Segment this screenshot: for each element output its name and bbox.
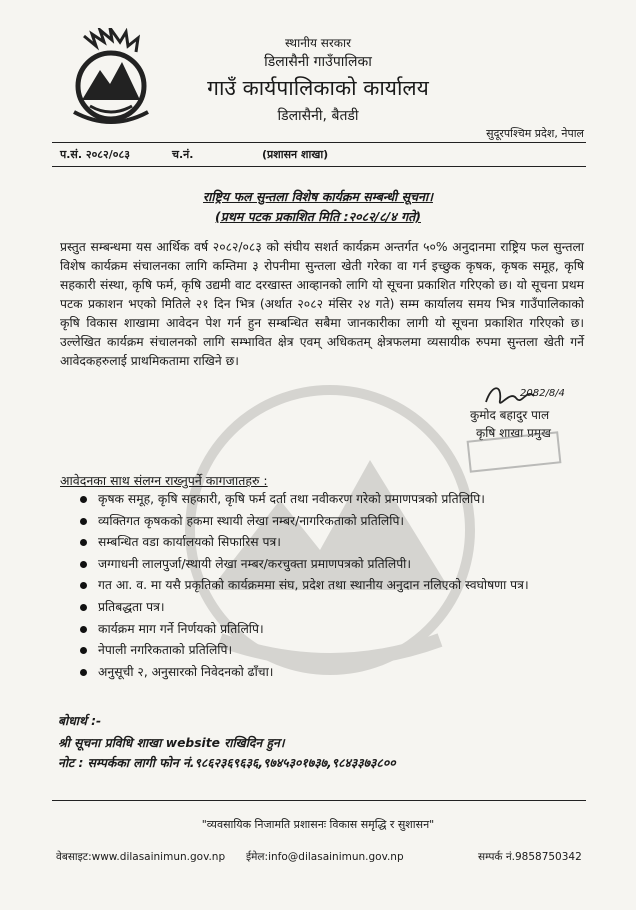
header-municipality: डिलासैनी गाउँपालिका (264, 54, 372, 70)
footer-website: वेबसाइट:www.dilasainimun.gov.np (56, 851, 226, 863)
documents-title: आवेदनका साथ संलग्न राख्नुपर्ने कागजातहरु : (60, 473, 268, 488)
bullet-icon (80, 647, 87, 654)
ref-branch: (प्रशासन शाखा) (262, 148, 329, 161)
list-item: व्यक्तिगत कृषकको हकमा स्थायी लेखा नम्बर/नागरिकताको प्रतिलिपि। (80, 512, 592, 531)
bullet-icon (80, 561, 87, 568)
notice-body: प्रस्तुत सम्बन्धमा यस आर्थिक वर्ष २०८२/०८३ को संघीय सशर्त कार्यक्रम अन्तर्गत ५०% अनुदानमा राष्ट्रिय फल सुन्तला विशेष कार्यक्रम संचालनका लागि कम्तिमा ३ रोपनीमा सुन्तला खेती गरेका वा गर्न इच्छुक कृषक, कृषक समूह, कृषि सहकारी संस्था, कृषि फर्म, कृषि उद्यमी वाट दरखास्त आव्हानको लागि यो सूचना प्रकाशित गरिएको छ। यो सूचना प्रथम पटक प्रकाशन भएको मितिले २१ दिन भित्र (अर्थात २०८२ मंसिर २४ गते) सम्म कार्यालय समय भित्र गाउँपालिकाको कृषि विकास शाखामा आवेदन पेश गर्न हुन सम्बन्धित सबैमा जानकारीका लागी यो सूचना प्रकाशित गरिएको छ। उल्लेखित कार्यक्रम संचालनको लागि सम्भावित क्षेत्र एवम् अधिकतम् क्षेत्रफलमा व्यसायीक रुपमा सुन्तला खेती गर्ने आवेदकहरुलाई प्राथमिकतामा राखिने छ। (60, 240, 584, 368)
footer-email: ईमेल:info@dilasainimun.gov.np (246, 851, 404, 863)
bullet-icon (80, 604, 87, 611)
ref-divider (52, 166, 586, 167)
documents-list (80, 490, 592, 684)
subject-date: (प्रथम पटक प्रकाशित मिति :२०८२/८/४ गते) (215, 209, 421, 224)
list-item: कृषक समूह, कृषि सहकारी, कृषि फर्म दर्ता तथा नवीकरण गरेको प्रमाणपत्रको प्रतिलिपि। (80, 490, 592, 509)
header-address: डिलासैनी, बैतडी (277, 108, 359, 124)
note-bodhartha: बोधार्थ :- (58, 714, 102, 728)
header-province: सुदूरपश्चिम प्रदेश, नेपाल (486, 127, 584, 140)
subject-title: राष्ट्रिय फल सुन्तला विशेष कार्यक्रम सम्बन्धी सूचना। (203, 189, 433, 204)
footer-phone: सम्पर्क नं.9858750342 (478, 851, 582, 863)
bullet-icon (80, 496, 87, 503)
bullet-icon (80, 518, 87, 525)
footer-divider (52, 800, 586, 801)
header-divider (52, 142, 586, 143)
note-website: श्री सूचना प्रविधि शाखा website राखिदिन हुन। (58, 736, 285, 750)
list-item: सम्बन्धित वडा कार्यालयको सिफारिस पत्र। (80, 533, 592, 552)
list-item: कार्यक्रम माग गर्ने निर्णयको प्रतिलिपि। (80, 620, 592, 639)
list-item: प्रतिबद्धता पत्र। (80, 598, 592, 617)
header-local-govt: स्थानीय सरकार (285, 36, 351, 50)
office-motto: "व्यवसायिक निजामति प्रशासनः विकास समृद्धि र सुशासन" (201, 818, 435, 831)
signatory-name: कुमोद बहादुर पाल (470, 408, 550, 422)
bullet-icon (80, 582, 87, 589)
signatory-title: कृषि शाखा प्रमुख (476, 426, 551, 440)
list-item: नेपाली नगरिकताको प्रतिलिपि। (80, 641, 592, 660)
list-item: जग्गाधनी लालपुर्जा/स्थायी लेखा नम्बर/करचुक्ता प्रमाणपत्रको प्रतिलिपी। (80, 555, 592, 574)
bullet-icon (80, 539, 87, 546)
header-office: गाउँ कार्यपालिकाको कार्यालय (207, 76, 429, 100)
ref-chan: च.नं. (172, 148, 194, 161)
signature-date: 2082/8/4 (520, 388, 565, 399)
list-item: गत आ. व. मा यसै प्रकृतिको कार्यक्रममा संघ, प्रदेश तथा स्थानीय अनुदान नलिएको स्वघोषणा पत्र। (80, 576, 592, 595)
list-item: अनुसूची २, अनुसारको निवेदनको ढाँचा। (80, 663, 592, 682)
bullet-icon (80, 626, 87, 633)
note-contact: नोट : सम्पर्कका लागी फोन नं.९८६२३६९६३६,९७४५३०१७३७,९८४३३७३८०० (58, 756, 396, 770)
bullet-icon (80, 669, 87, 676)
ref-ps: प.सं. २०८२/०८३ (60, 148, 130, 161)
